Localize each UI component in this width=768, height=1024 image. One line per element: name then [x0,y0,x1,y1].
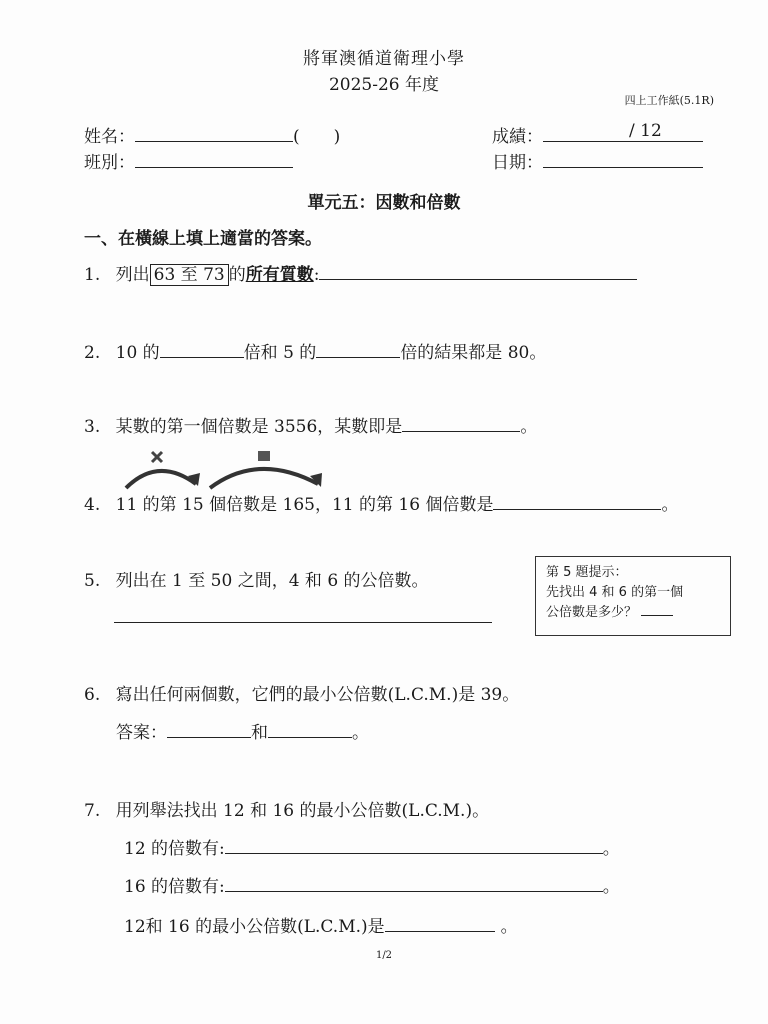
q2-answer-line-2[interactable] [316,339,400,358]
q6-and: 和 [251,723,268,743]
question-2 [84,338,546,363]
q1-bold-text: 所有質數 [245,265,314,285]
question-3 [84,412,537,437]
q2-answer-line-1[interactable] [160,339,244,358]
page-number: 1/2 [375,950,393,961]
name-field[interactable] [135,123,293,142]
q4-answer-line[interactable] [493,491,661,510]
score-row [492,122,703,147]
q7-lcm-row [124,912,518,937]
q1-number: 1. [84,265,101,285]
date-row [492,148,703,173]
q1-answer-line[interactable] [319,261,637,280]
q6-end: 。 [352,723,369,743]
school-name: 將軍澳循道衛理小學 [303,49,465,69]
q2-text-b: 倍和 5 的 [243,343,317,363]
date-field[interactable] [543,149,703,168]
q6-answer-row [116,718,369,743]
equals-icon [258,451,270,461]
school-year: 2025-26 年度 [328,75,440,95]
q7-multiples-16-row [124,872,620,897]
q1-range-box: 63 至 73 [150,264,229,286]
hint-line-1: 第 5 題提示： [546,565,628,580]
q7-end-3: 。 [500,917,518,937]
q6-answer-label: 答案： [116,723,167,743]
q1-prefix: 列出 [115,265,150,285]
q7-lcm-line[interactable] [385,913,495,932]
score-label: 成績： [492,127,543,147]
q4-end: 。 [661,495,679,515]
class-label: 班別： [84,153,135,173]
q7-end-2: 。 [602,877,620,897]
hint-line-2: 先找出 4 和 6 的第一個 [546,585,684,600]
q7-multiples-16-label: 16 的倍數有: [124,877,225,897]
q7-multiples-12-row [124,834,620,859]
q7-lcm-label: 12和 16 的最小公倍數(L.C.M.)是 [124,917,385,937]
q6-answer-line-1[interactable] [167,719,251,738]
worksheet-code: 四上工作紙(5.1R) [624,94,714,107]
date-label: 日期： [492,153,543,173]
hint-answer-line[interactable] [641,603,673,616]
q6-number: 6. [84,685,101,705]
q5-answer-line[interactable] [114,622,492,623]
q3-end: 。 [520,417,538,437]
q7-text: 用列舉法找出 12 和 16 的最小公倍數(L.C.M.)。 [115,801,490,821]
class-row [84,148,293,173]
q7-multiples-12-line[interactable] [225,835,603,854]
section-title: 一、在橫線上填上適當的答案。 [84,229,322,249]
q7-end-1: 。 [602,839,620,859]
q3-answer-line[interactable] [402,413,520,432]
class-field[interactable] [135,149,293,168]
question-6 [84,680,519,705]
q2-number: 2. [84,343,101,363]
name-row [84,122,340,147]
arrow-curve-2 [210,469,318,488]
q7-multiples-16-line[interactable] [225,873,603,892]
q2-text-c: 倍的結果都是 80。 [400,343,547,363]
question-1 [84,260,637,285]
q5-text: 列出在 1 至 50 之間，4 和 6 的公倍數。 [115,571,429,591]
class-number-open: ( [293,127,300,147]
q2-text-a: 10 的 [115,343,160,363]
hint-line-3: 公倍數是多少？ [546,605,638,620]
name-label: 姓名： [84,127,135,147]
q5-number: 5. [84,571,101,591]
question-5 [84,566,429,591]
class-number-close: ) [333,127,341,147]
multiply-icon [152,452,162,462]
unit-title: 單元五：因數和倍數 [307,193,461,213]
q4-text: 11 的第 15 個倍數是 165，11 的第 16 個倍數是 [115,495,494,515]
q7-number: 7. [84,801,101,821]
arrow-curve-1 [126,471,196,488]
question-7 [84,796,489,821]
q1-colon: : [313,265,320,285]
q1-mid: 的 [228,265,246,285]
q3-number: 3. [84,417,101,437]
q7-multiples-12-label: 12 的倍數有: [124,839,225,859]
score-field[interactable] [543,123,703,142]
q4-number: 4. [84,495,101,515]
q6-text: 寫出任何兩個數，它們的最小公倍數(L.C.M.)是 39。 [115,685,520,705]
score-total: / 12 [629,121,662,141]
question-4 [84,490,678,515]
q3-text: 某數的第一個倍數是 3556，某數即是 [115,417,403,437]
q4-arrows-diagram [118,446,338,494]
q6-answer-line-2[interactable] [268,719,352,738]
q5-hint-box [535,556,731,636]
